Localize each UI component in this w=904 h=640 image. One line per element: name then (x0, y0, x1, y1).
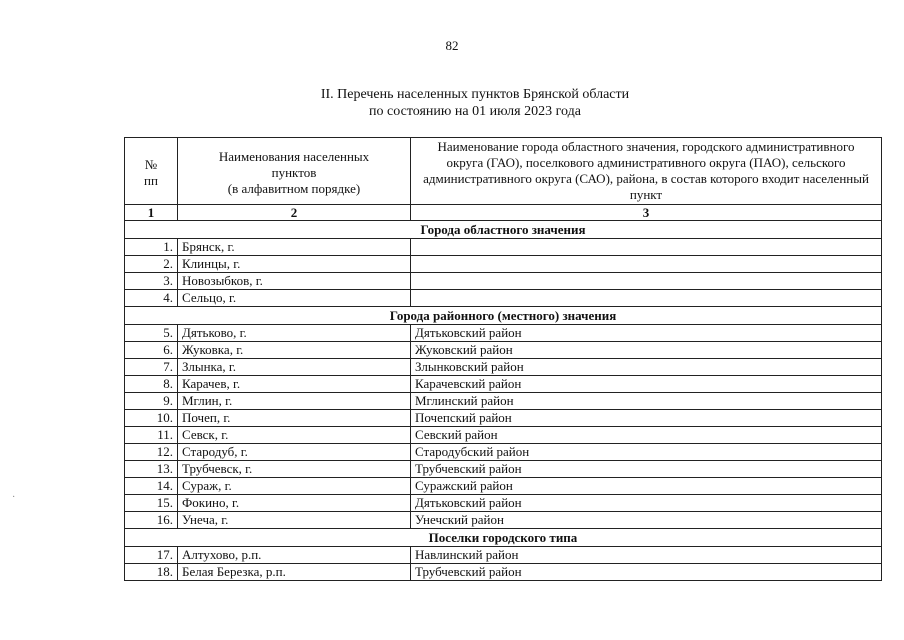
table-header-row (125, 138, 882, 205)
column-number-2: 2 (178, 205, 411, 221)
table-row (125, 325, 882, 342)
district-name: Навлинский район (411, 547, 882, 564)
row-number: 7. (125, 359, 178, 376)
header-col-number-text: № пп (144, 157, 158, 188)
title-line-1: II. Перечень населенных пунктов Брянской области (320, 87, 630, 102)
table-row (125, 239, 882, 256)
table-row (125, 342, 882, 359)
row-number: 2. (125, 256, 178, 273)
settlement-name: Карачев, г. (178, 376, 411, 393)
settlements-table (124, 137, 882, 581)
document-title (300, 86, 650, 120)
row-number: 10. (125, 410, 178, 427)
table-row (125, 393, 882, 410)
row-number: 15. (125, 495, 178, 512)
row-number: 8. (125, 376, 178, 393)
table-row (125, 410, 882, 427)
settlement-name: Сураж, г. (178, 478, 411, 495)
district-name: Севский район (411, 427, 882, 444)
table-row (125, 256, 882, 273)
margin-dot: · (12, 492, 16, 503)
section-title: Города районного (местного) значения (125, 307, 882, 325)
table-row (125, 359, 882, 376)
district-name (411, 290, 882, 307)
district-name: Дятьковский район (411, 325, 882, 342)
row-number: 17. (125, 547, 178, 564)
district-name: Дятьковский район (411, 495, 882, 512)
district-name: Суражский район (411, 478, 882, 495)
header-col-district-text: Наименование города областного значения, городского административного округа (ГАО), поселкового административного округа (ПАО), сельского административного округа (САО), района, в состав которого входит населенный пункт (423, 139, 869, 202)
district-name: Унечский район (411, 512, 882, 529)
header-col-name-text: Наименования населенных пунктов (в алфавитном порядке) (218, 149, 370, 196)
district-name (411, 273, 882, 290)
table-row (125, 564, 882, 581)
table-row (125, 273, 882, 290)
settlement-name: Дятьково, г. (178, 325, 411, 342)
section-row (125, 307, 882, 325)
settlement-name: Брянск, г. (178, 239, 411, 256)
row-number: 5. (125, 325, 178, 342)
header-col-district (411, 138, 882, 205)
row-number: 11. (125, 427, 178, 444)
section-row (125, 529, 882, 547)
row-number: 1. (125, 239, 178, 256)
settlement-name: Алтухово, р.п. (178, 547, 411, 564)
section-row (125, 221, 882, 239)
row-number: 14. (125, 478, 178, 495)
header-col-number (125, 138, 178, 205)
settlement-name: Новозыбков, г. (178, 273, 411, 290)
table-row (125, 444, 882, 461)
settlement-name: Белая Березка, р.п. (178, 564, 411, 581)
row-number: 9. (125, 393, 178, 410)
table-row (125, 495, 882, 512)
row-number: 13. (125, 461, 178, 478)
title-line-2: по состоянию на 01 июля 2023 года (369, 104, 581, 119)
column-number-1: 1 (125, 205, 178, 221)
district-name: Почепский район (411, 410, 882, 427)
column-number-3: 3 (411, 205, 882, 221)
row-number: 16. (125, 512, 178, 529)
district-name (411, 239, 882, 256)
settlement-name: Унеча, г. (178, 512, 411, 529)
table-row (125, 547, 882, 564)
table-row (125, 512, 882, 529)
settlement-name: Жуковка, г. (178, 342, 411, 359)
row-number: 3. (125, 273, 178, 290)
settlement-name: Клинцы, г. (178, 256, 411, 273)
table-row (125, 461, 882, 478)
settlement-name: Почеп, г. (178, 410, 411, 427)
row-number: 12. (125, 444, 178, 461)
row-number: 6. (125, 342, 178, 359)
district-name: Карачевский район (411, 376, 882, 393)
section-title: Города областного значения (125, 221, 882, 239)
table-body (125, 221, 882, 581)
table-row (125, 478, 882, 495)
settlement-name: Севск, г. (178, 427, 411, 444)
row-number: 4. (125, 290, 178, 307)
settlement-name: Стародуб, г. (178, 444, 411, 461)
district-name: Злынковский район (411, 359, 882, 376)
settlement-name: Фокино, г. (178, 495, 411, 512)
settlement-name: Мглин, г. (178, 393, 411, 410)
row-number: 18. (125, 564, 178, 581)
settlement-name: Сельцо, г. (178, 290, 411, 307)
table-row (125, 427, 882, 444)
page-number: 82 (445, 38, 459, 53)
column-numbers-row (125, 205, 882, 221)
district-name (411, 256, 882, 273)
section-title: Поселки городского типа (125, 529, 882, 547)
header-col-name (178, 138, 411, 205)
table-row (125, 290, 882, 307)
settlement-name: Трубчевск, г. (178, 461, 411, 478)
table-row (125, 376, 882, 393)
district-name: Трубчевский район (411, 461, 882, 478)
district-name: Стародубский район (411, 444, 882, 461)
district-name: Трубчевский район (411, 564, 882, 581)
settlement-name: Злынка, г. (178, 359, 411, 376)
district-name: Жуковский район (411, 342, 882, 359)
district-name: Мглинский район (411, 393, 882, 410)
